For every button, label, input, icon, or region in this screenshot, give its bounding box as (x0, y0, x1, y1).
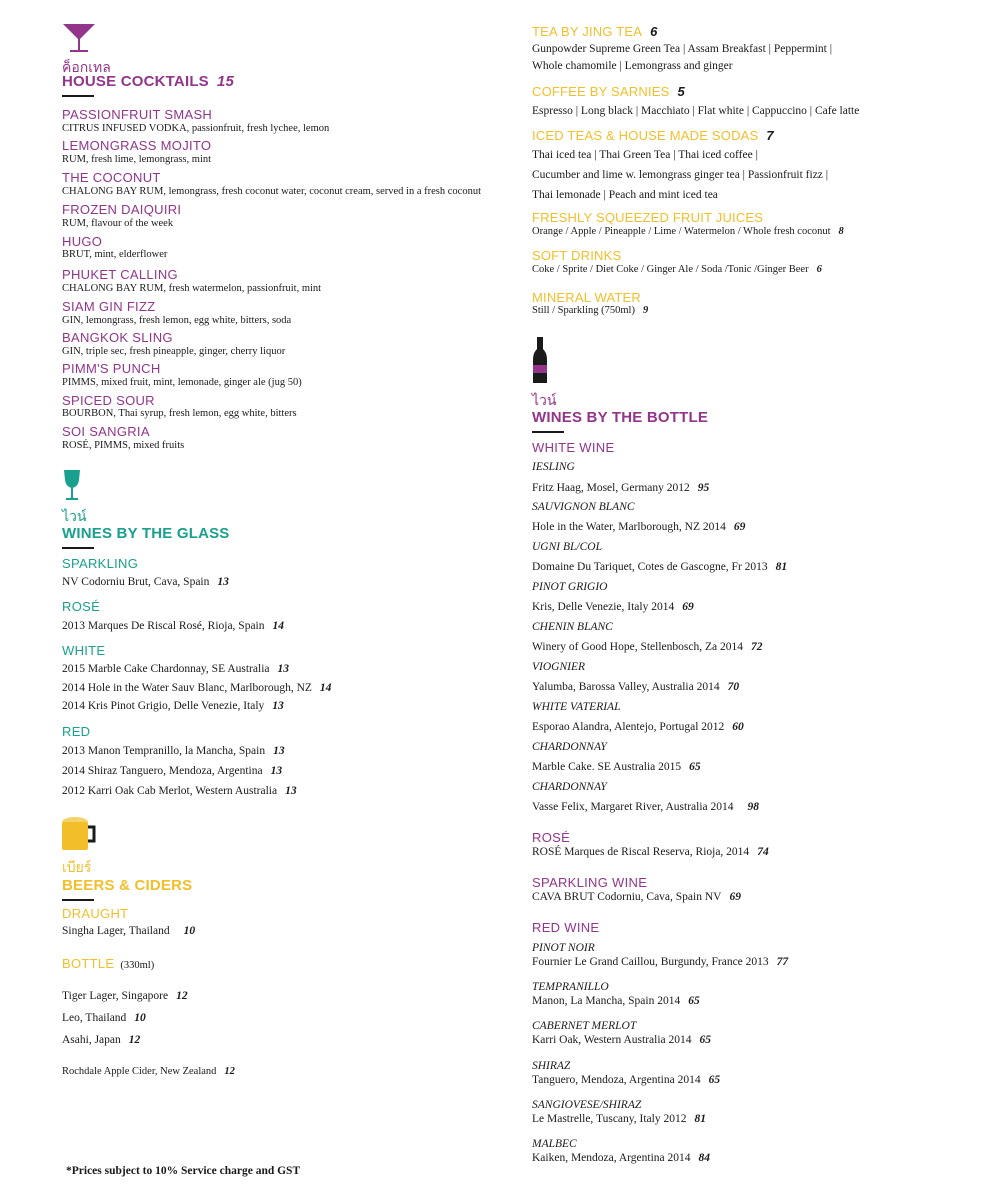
cocktails-title: HOUSE COCKTAILS 15 (62, 73, 234, 90)
wine-line: 2012 Karri Oak Cab Merlot, Western Australia 13 (62, 785, 297, 797)
mineral-title: MINERAL WATER (532, 290, 642, 305)
beer-line: Asahi, Japan 12 (62, 1034, 141, 1046)
cocktail-name: PHUKET CALLING (62, 267, 178, 282)
bottle-rose-label: ROSÉ (532, 830, 571, 845)
wine-line: 2014 Hole in the Water Sauv Blanc, Marlborough, NZ 14 (62, 682, 332, 694)
wine-line: ROSÉ Marques de Riscal Reserva, Rioja, 2014 74 (532, 846, 769, 858)
glass-thai-title: ไวน์ (62, 509, 87, 525)
section-rule (62, 547, 94, 549)
wine-line: CAVA BRUT Codorniu, Cava, Spain NV 69 (532, 891, 741, 903)
cocktail-name: SOI SANGRIA (62, 424, 150, 439)
cocktail-desc: CHALONG BAY RUM, lemongrass, fresh coconut water, coconut cream, served in a fresh coconut (62, 186, 481, 197)
cocktail-name: PIMM'S PUNCH (62, 361, 161, 376)
wine-line: Marble Cake. SE Australia 2015 65 (532, 761, 701, 773)
cocktail-name: HUGO (62, 234, 103, 249)
cocktail-desc: PIMMS, mixed fruit, mint, lemonade, ginger ale (jug 50) (62, 377, 302, 388)
cocktail-name: SPICED SOUR (62, 393, 155, 408)
tea-line: Gunpowder Supreme Green Tea | Assam Breakfast | Peppermint | (532, 43, 833, 55)
bottle-sparkling-label: SPARKLING WINE (532, 875, 648, 890)
cocktails-thai-title: ค็อกเทล (62, 60, 111, 76)
cocktail-desc: CHALONG BAY RUM, fresh watermelon, passionfruit, mint (62, 283, 322, 294)
cider-line: Rochdale Apple Cider, New Zealand 12 (62, 1066, 235, 1077)
cocktail-glass-icon (62, 22, 96, 54)
section-rule (62, 95, 94, 97)
glass-title: WINES BY THE GLASS (62, 525, 230, 542)
cocktail-desc: GIN, triple sec, fresh pineapple, ginger, cherry liquor (62, 346, 286, 357)
wine-line: Fournier Le Grand Caillou, Burgundy, France 2013 77 (532, 956, 789, 968)
iced-line: Thai iced tea | Thai Green Tea | Thai iced coffee | (532, 149, 758, 161)
wine-variety: SAUVIGNON BLANC (532, 501, 635, 513)
beer-line: Leo, Thailand 10 (62, 1012, 146, 1024)
wine-variety: SANGIOVESE/SHIRAZ (532, 1099, 642, 1111)
soft-title: SOFT DRINKS (532, 248, 622, 263)
wine-line: Kris, Delle Venezie, Italy 2014 69 (532, 601, 694, 613)
wine-glass-icon (62, 468, 82, 502)
cocktail-name: BANGKOK SLING (62, 330, 173, 345)
wine-line: Fritz Haag, Mosel, Germany 2012 95 (532, 482, 710, 494)
wine-line: Hole in the Water, Marlborough, NZ 2014 69 (532, 521, 746, 533)
juices-title: FRESHLY SQUEEZED FRUIT JUICES (532, 210, 764, 225)
soft-line: Coke / Sprite / Diet Coke / Ginger Ale / Soda /Tonic /Ginger Beer 6 (532, 264, 822, 275)
glass-sparkling-label: SPARKLING (62, 556, 139, 571)
wine-line: Esporao Alandra, Alentejo, Portugal 2012 60 (532, 721, 744, 733)
glass-rose-label: ROSÉ (62, 599, 101, 614)
wine-line: 2013 Manon Tempranillo, la Mancha, Spain 13 (62, 745, 285, 757)
cocktail-desc: GIN, lemongrass, fresh lemon, egg white, bitters, soda (62, 315, 292, 326)
wine-line: Vasse Felix, Margaret River, Australia 2014 98 (532, 801, 759, 813)
coffee-line: Espresso | Long black | Macchiato | Flat white | Cappuccino | Cafe latte (532, 105, 860, 117)
beer-line: Singha Lager, Thailand 10 (62, 925, 196, 937)
beers-thai-title: เบียร์ (62, 860, 92, 876)
cocktail-name: PASSIONFRUIT SMASH (62, 107, 213, 122)
coffee-title: COFFEE BY SARNIES 5 (532, 84, 685, 99)
bottle-thai-title: ไวน์ (532, 393, 557, 409)
wine-variety: PINOT NOIR (532, 942, 595, 954)
iced-line: Cucumber and lime w. lemongrass ginger tea | Passionfruit fizz | (532, 169, 829, 181)
cocktail-desc: BRUT, mint, elderflower (62, 249, 168, 260)
wine-variety: IESLING (532, 461, 575, 473)
juices-line: Orange / Apple / Pineapple / Lime / Watermelon / Whole fresh coconut 8 (532, 226, 844, 237)
bottle-title: WINES BY THE BOTTLE (532, 409, 709, 426)
wine-line: 2014 Kris Pinot Grigio, Delle Venezie, Italy 13 (62, 700, 284, 712)
wine-line: Winery of Good Hope, Stellenbosch, Za 2014 72 (532, 641, 763, 653)
wine-line: 2015 Marble Cake Chardonnay, SE Australia 13 (62, 663, 289, 675)
section-rule (532, 431, 564, 433)
wine-line: Kaiken, Mendoza, Argentina 2014 84 (532, 1152, 711, 1164)
wine-line: Le Mastrelle, Tuscany, Italy 2012 81 (532, 1113, 706, 1125)
prices-footnote: *Prices subject to 10% Service charge and GST (66, 1165, 301, 1177)
beers-bottle-label: BOTTLE (330ml) (62, 956, 155, 971)
glass-white-label: WHITE (62, 643, 106, 658)
tea-line: Whole chamomile | Lemongrass and ginger (532, 60, 733, 72)
bottle-white-label: WHITE WINE (532, 440, 615, 455)
beer-mug-icon (62, 816, 96, 852)
iced-line: Thai lemonade | Peach and mint iced tea (532, 189, 718, 201)
wine-line: Yalumba, Barossa Valley, Australia 2014 70 (532, 681, 740, 693)
wine-line: Karri Oak, Western Australia 2014 65 (532, 1034, 712, 1046)
wine-variety: SHIRAZ (532, 1060, 571, 1072)
wine-bottle-icon (532, 337, 548, 385)
wine-variety: CABERNET MERLOT (532, 1020, 637, 1032)
cocktail-name: LEMONGRASS MOJITO (62, 138, 212, 153)
wine-variety: MALBEC (532, 1138, 577, 1150)
beer-line: Tiger Lager, Singapore 12 (62, 990, 188, 1002)
wine-variety: CHARDONNAY (532, 781, 607, 793)
cocktail-name: SIAM GIN FIZZ (62, 299, 156, 314)
cocktail-desc: CITRUS INFUSED VODKA, passionfruit, fresh lychee, lemon (62, 123, 330, 134)
wine-variety: TEMPRANILLO (532, 981, 609, 993)
glass-red-label: RED (62, 724, 91, 739)
iced-title: ICED TEAS & HOUSE MADE SODAS 7 (532, 128, 774, 143)
tea-title: TEA BY JING TEA 6 (532, 24, 658, 39)
cocktails-price: 15 (216, 73, 234, 90)
section-rule (62, 899, 94, 901)
cocktail-desc: ROSÉ, PIMMS, mixed fruits (62, 440, 185, 451)
wine-variety: PINOT GRIGIO (532, 581, 608, 593)
wine-line: 2014 Shiraz Tanguero, Mendoza, Argentina 13 (62, 765, 283, 777)
mineral-line: Still / Sparkling (750ml) 9 (532, 305, 649, 316)
wine-line: Tanguero, Mendoza, Argentina 2014 65 (532, 1074, 721, 1086)
wine-variety: CHENIN BLANC (532, 621, 613, 633)
cocktail-desc: RUM, flavour of the week (62, 218, 174, 229)
wine-line: Domaine Du Tariquet, Cotes de Gascogne, Fr 2013 81 (532, 561, 788, 573)
wine-line: 2013 Marques De Riscal Rosé, Rioja, Spain 14 (62, 620, 285, 632)
wine-variety: WHITE VATERIAL (532, 701, 621, 713)
wine-variety: VIOGNIER (532, 661, 586, 673)
cocktail-name: FROZEN DAIQUIRI (62, 202, 182, 217)
wine-variety: CHARDONNAY (532, 741, 607, 753)
wine-variety: UGNI BL/COL (532, 541, 602, 553)
beers-draught-label: DRAUGHT (62, 906, 129, 921)
cocktail-desc: BOURBON, Thai syrup, fresh lemon, egg white, bitters (62, 408, 297, 419)
wine-line: Manon, La Mancha, Spain 2014 65 (532, 995, 700, 1007)
beers-title: BEERS & CIDERS (62, 877, 193, 894)
cocktail-desc: RUM, fresh lime, lemongrass, mint (62, 154, 212, 165)
bottle-red-label: RED WINE (532, 920, 600, 935)
cocktail-name: THE COCONUT (62, 170, 161, 185)
wine-line: NV Codorniu Brut, Cava, Spain 13 (62, 576, 229, 588)
